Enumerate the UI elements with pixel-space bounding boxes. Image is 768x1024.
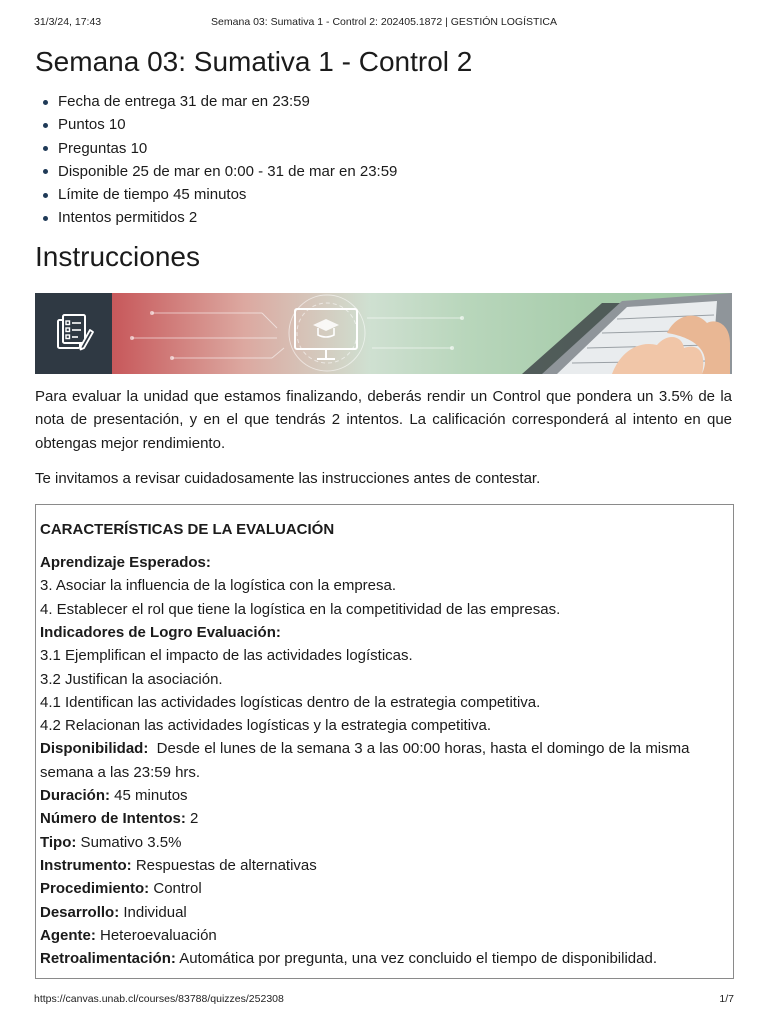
instructions-banner bbox=[35, 293, 732, 374]
evaluation-heading: CARACTERÍSTICAS DE LA EVALUACIÓN bbox=[40, 520, 335, 538]
field-label: Procedimiento: bbox=[40, 880, 150, 898]
field-value: Sumativo 3.5% bbox=[76, 833, 182, 851]
quiz-details-list bbox=[35, 90, 732, 230]
banner-icon-box bbox=[35, 293, 112, 374]
field-value: Desde el lunes de la semana 3 a las 00:00 horas, hasta el domingo de la misma semana a las 23:59 hrs. bbox=[40, 740, 694, 781]
main-content bbox=[35, 44, 732, 979]
field-attempts bbox=[40, 807, 729, 830]
field-label: Agente: bbox=[40, 926, 96, 944]
exam-document-pencil-icon bbox=[54, 312, 94, 354]
indicator-item: 4.2 Relacionan las actividades logísticas y la estrategia competitiva. bbox=[40, 717, 492, 735]
field-availability bbox=[40, 737, 729, 784]
field-label: Tipo: bbox=[40, 833, 77, 851]
indicator-item: 3.2 Justifican la asociación. bbox=[40, 670, 223, 688]
indicator-item: 3.1 Ejemplifican el impacto de las actividades logísticas. bbox=[40, 647, 413, 665]
detail-label: Intentos permitidos bbox=[58, 209, 185, 227]
detail-due-date bbox=[58, 90, 732, 113]
field-label: Retroalimentación: bbox=[40, 950, 176, 968]
print-url: https://canvas.unab.cl/courses/83788/quizzes/252308 bbox=[34, 993, 284, 1005]
page-title: Semana 03: Sumativa 1 - Control 2 bbox=[35, 46, 473, 77]
instructions-invitation: Te invitamos a revisar cuidadosamente las instrucciones antes de contestar. bbox=[35, 470, 541, 488]
field-procedure bbox=[40, 877, 729, 900]
field-value: Heteroevaluación bbox=[95, 926, 217, 944]
detail-label: Límite de tiempo bbox=[58, 186, 169, 204]
graduation-monitor-icon bbox=[293, 307, 359, 361]
detail-label: Puntos bbox=[58, 116, 105, 134]
circuit-graphic bbox=[112, 293, 472, 374]
learning-item: 3. Asociar la influencia de la logística con la empresa. bbox=[40, 577, 397, 595]
field-feedback bbox=[40, 947, 729, 970]
field-instrument bbox=[40, 854, 729, 877]
detail-label: Preguntas bbox=[58, 139, 127, 157]
detail-value: 25 de mar en 0:00 - 31 de mar en 23:59 bbox=[132, 162, 398, 180]
field-value: Control bbox=[149, 880, 202, 898]
field-value: Respuestas de alternativas bbox=[131, 856, 317, 874]
print-date: 31/3/24, 17:43 bbox=[34, 16, 102, 28]
field-label: Desarrollo: bbox=[40, 903, 120, 921]
detail-value: 2 bbox=[188, 209, 198, 227]
detail-attempts bbox=[58, 206, 732, 229]
print-page-number: 1/7 bbox=[719, 993, 734, 1005]
print-page-title: Semana 03: Sumativa 1 - Control 2: 202405.1872 | GESTIÓN LOGÍSTICA bbox=[211, 16, 557, 28]
field-duration bbox=[40, 784, 729, 807]
detail-value: 10 bbox=[108, 116, 126, 134]
field-label: Número de Intentos: bbox=[40, 810, 186, 828]
detail-value: 31 de mar en 23:59 bbox=[179, 93, 310, 110]
field-label: Disponibilidad: bbox=[40, 740, 149, 758]
detail-available bbox=[58, 160, 732, 183]
field-value: Automática por pregunta, una vez concluido el tiempo de disponibilidad. bbox=[175, 950, 658, 968]
detail-label: Disponible bbox=[58, 162, 129, 180]
print-header bbox=[34, 16, 734, 32]
field-label: Instrumento: bbox=[40, 856, 132, 874]
indicators-label-text: Indicadores de Logro Evaluación: bbox=[40, 623, 281, 641]
field-value: 45 minutos bbox=[110, 787, 188, 805]
evaluation-characteristics-box bbox=[35, 504, 734, 980]
learning-label bbox=[40, 551, 729, 574]
print-footer bbox=[34, 993, 734, 1009]
instructions-paragraph: Para evaluar la unidad que estamos finalizando, deberás rendir un Control que pondera un 3.5% de la nota de presentación, y en el que tendrás 2 intentos. La calificación corresponderá al intento en que obtengas mejor rendimiento. bbox=[35, 387, 732, 452]
indicators-label bbox=[40, 621, 729, 644]
detail-value: 10 bbox=[130, 139, 148, 157]
field-label: Duración: bbox=[40, 787, 111, 805]
detail-questions bbox=[58, 137, 732, 160]
field-type bbox=[40, 831, 729, 854]
instructions-title: Instrucciones bbox=[35, 240, 200, 272]
detail-label: Fecha de entrega bbox=[58, 93, 176, 110]
indicator-item: 4.1 Identifican las actividades logísticas dentro de la estrategia competitiva. bbox=[40, 693, 541, 711]
field-value: Individual bbox=[119, 903, 187, 921]
field-development bbox=[40, 901, 729, 924]
learning-item: 4. Establecer el rol que tiene la logística en la competitividad de las empresas. bbox=[40, 600, 561, 618]
detail-value: 45 minutos bbox=[173, 186, 247, 204]
detail-points bbox=[58, 113, 732, 136]
learning-label-text: Aprendizaje Esperados: bbox=[40, 554, 211, 572]
detail-time-limit bbox=[58, 183, 732, 206]
laptop-hands-photo bbox=[502, 293, 732, 374]
field-agent bbox=[40, 924, 729, 947]
field-value: 2 bbox=[185, 810, 199, 828]
